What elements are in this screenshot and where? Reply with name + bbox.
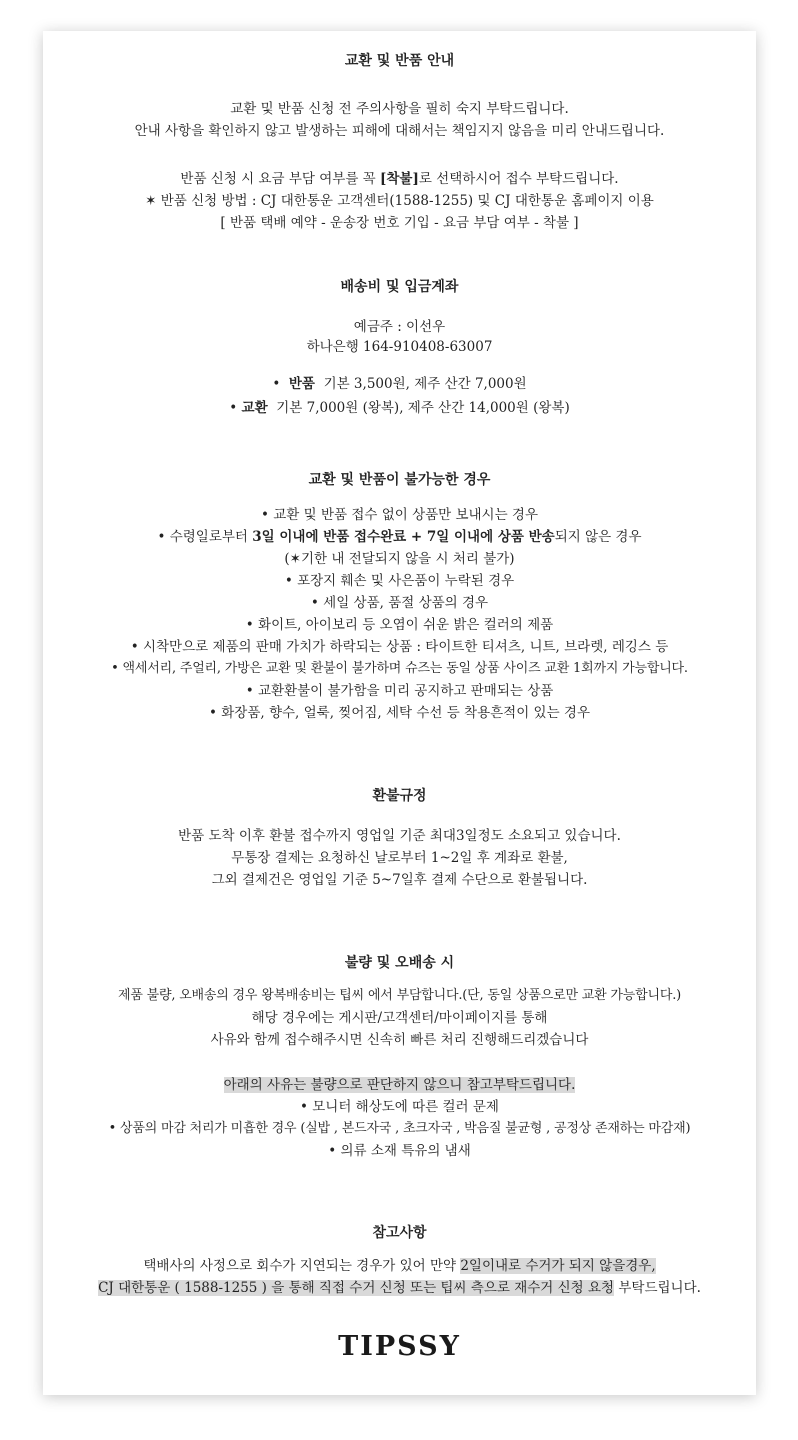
section-title-refund: 환불규정 — [372, 788, 427, 804]
paragraph: [ 반품 택배 예약 - 운송장 번호 기입 - 요금 부담 여부 - 착불 ] — [220, 215, 579, 231]
paragraph: 택배사의 사정으로 회수가 지연되는 경우가 있어 만약 2일이내로 수거가 되지 않을경우, — [143, 1258, 656, 1274]
list-item: • 시착만으로 제품의 판매 가치가 하락되는 상품 : 타이트한 티셔츠, 니트, 브라렛, 레깅스 등 — [130, 639, 669, 655]
paragraph: 교환 및 반품 신청 전 주의사항을 필히 숙지 부탁드립니다. — [230, 101, 569, 117]
paragraph: 반품 도착 이후 환불 접수까지 영업일 기준 최대3일정도 소요되고 있습니다. — [178, 828, 621, 844]
list-item: (✶기한 내 전달되지 않을 시 처리 불가) — [284, 551, 515, 567]
paragraph: 제품 불량, 오배송의 경우 왕복배송비는 팁씨 에서 부담합니다.(단, 동일 상품으로만 교환 가능합니다.) — [117, 988, 682, 1003]
list-item: • 화장품, 향수, 얼룩, 찢어짐, 세탁 수선 등 착용흔적이 있는 경우 — [208, 705, 591, 721]
list-item: • 포장지 훼손 및 사은품이 누락된 경우 — [284, 573, 515, 589]
paragraph: 무통장 결제는 요청하신 날로부터 1~2일 후 계좌로 환불, — [231, 850, 568, 866]
paragraph: 그외 결제건은 영업일 기준 5~7일후 결제 수단으로 환불됩니다. — [211, 872, 588, 888]
list-item: • 액세서리, 주얼리, 가방은 교환 및 환불이 불가하며 슈즈는 동일 상품 사이즈 교환 1회까지 가능합니다. — [111, 661, 688, 676]
section-title-reference: 참고사항 — [372, 1225, 427, 1241]
exchange-fee: • 교환 기본 7,000원 (왕복), 제주 산간 14,000원 (왕복) — [229, 400, 570, 416]
section-title-shipping: 배송비 및 입금계좌 — [340, 279, 459, 295]
list-item: • 화이트, 아이보리 등 오염이 쉬운 밝은 컬러의 제품 — [245, 617, 554, 633]
list-item: • 의류 소재 특유의 냄새 — [328, 1143, 471, 1159]
paragraph: 해당 경우에는 게시판/고객센터/마이페이지를 통해 — [251, 1010, 548, 1026]
notice-card — [43, 31, 756, 1395]
section-title-not-possible: 교환 및 반품이 불가능한 경우 — [308, 472, 491, 488]
highlight-note: 아래의 사유는 불량으로 판단하지 않으니 참고부탁드립니다. — [223, 1077, 576, 1093]
list-item: • 교환 및 반품 접수 없이 상품만 보내시는 경우 — [260, 507, 539, 523]
list-item: • 상품의 마감 처리가 미흡한 경우 (실밥 , 본드자국 , 초크자국 , 박음질 불균형 , 공정상 존재하는 마감재) — [108, 1121, 691, 1136]
account-number: 하나은행 164-910408-63007 — [306, 339, 493, 355]
return-fee: • 반품 기본 3,500원, 제주 산간 7,000원 — [272, 376, 527, 392]
list-item: • 수령일로부터 3일 이내에 반품 접수완료 + 7일 이내에 상품 반송되지 않은 경우 — [157, 529, 642, 545]
paragraph: 안내 사항을 확인하지 않고 발생하는 피해에 대해서는 책임지지 않음을 미리 안내드립니다. — [134, 123, 665, 139]
list-item: • 교환환불이 불가함을 미리 공지하고 판매되는 상품 — [245, 683, 554, 699]
section-title-defect: 불량 및 오배송 시 — [344, 955, 455, 971]
list-item: • 세일 상품, 품절 상품의 경우 — [310, 595, 489, 611]
list-item: • 모니터 해상도에 따른 컬러 문제 — [300, 1099, 499, 1115]
paragraph: 사유와 함께 접수해주시면 신속히 빠른 처리 진행해드리겠습니다 — [210, 1032, 589, 1048]
paragraph: ✶ 반품 신청 방법 : CJ 대한통운 고객센터(1588-1255) 및 CJ 대한통운 홈페이지 이용 — [145, 193, 654, 209]
brand-logo: TIPSSY — [338, 1331, 461, 1362]
account-holder: 예금주 : 이선우 — [353, 319, 446, 335]
paragraph: 반품 신청 시 요금 부담 여부를 꼭 [착불]로 선택하시어 접수 부탁드립니다. — [180, 171, 619, 187]
section-title-exchange-return: 교환 및 반품 안내 — [344, 53, 455, 69]
paragraph: CJ 대한통운 ( 1588-1255 ) 을 통해 직접 수거 신청 또는 팁씨 측으로 재수거 신청 요청 부탁드립니다. — [98, 1280, 701, 1296]
